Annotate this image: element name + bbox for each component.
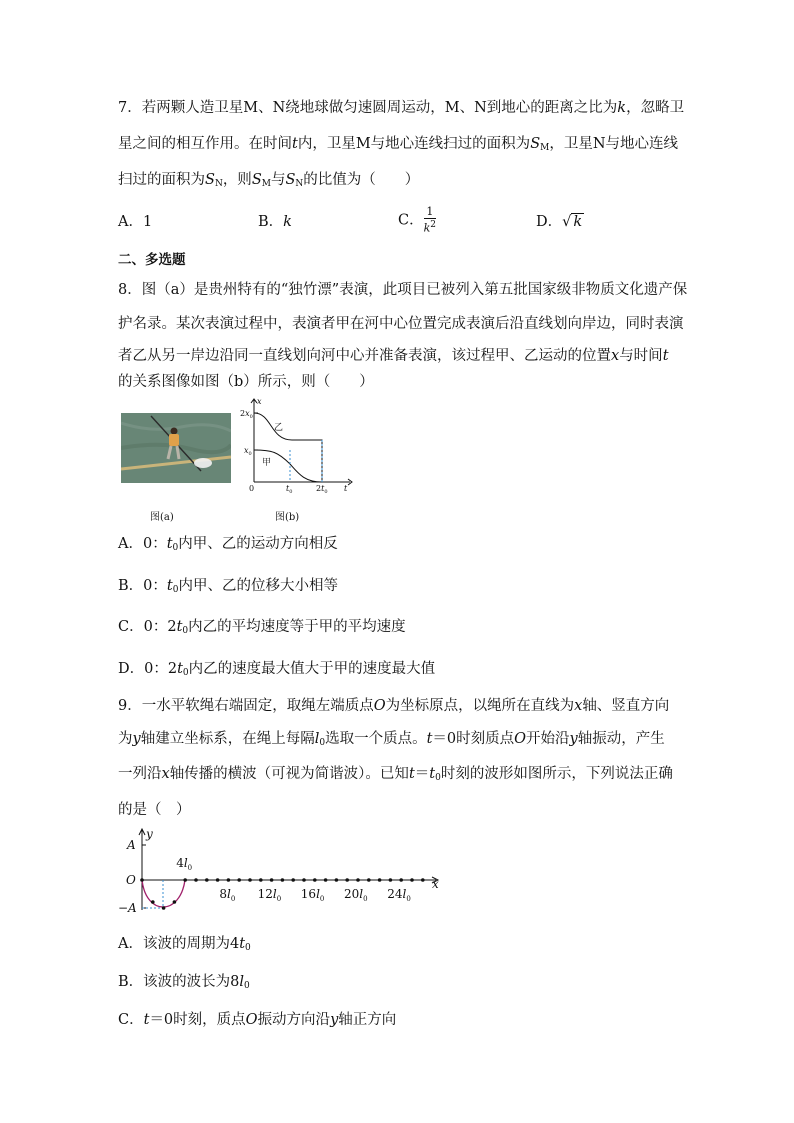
figure-a-photo [121,413,231,483]
q8-line-2: 护名录。某次表演过程中，表演者甲在河中心位置完成表演后沿直线划向岸边，同时表演 [118,316,684,332]
tick-label-4l0: $4l_0$ [176,856,193,872]
particle-dot [151,900,155,904]
tick-label-12l0: $12l_0$ [257,887,282,903]
q9-option-c[interactable]: C．t＝0时刻，质点O振动方向沿y轴正方向 [118,1012,397,1028]
particle-dot [291,878,295,882]
particle-dot [389,878,393,882]
particle-dot [140,878,144,882]
particle-dot [216,878,220,882]
particle-dot [237,878,241,882]
particle-dot [205,878,209,882]
tick-label-2x0: $2x_0$ [240,409,253,420]
particle-dots [140,878,424,910]
particle-dot [183,878,187,882]
q8-option-d[interactable]: D．0：$2t_0$内乙的速度最大值大于甲的速度最大值 [118,661,436,678]
origin-label: 0 [249,484,255,493]
x-axis-label: x [432,877,439,891]
tick-label-16l0: $16l_0$ [300,887,325,903]
q8-line-1: 8．图（a）是贵州特有的“独竹漂”表演，此项目已被列入第五批国家级非物质文化遗产保 [118,282,688,298]
figure-a-caption: 图(a) [150,512,174,523]
particle-dot [367,878,371,882]
particle-dot [335,878,339,882]
tick-label-2t0: $2t_0$ [316,484,328,494]
particle-dot [162,906,166,910]
particle-dot [410,878,414,882]
wave-graph [116,826,446,918]
amplitude-label-A: A [127,838,136,852]
q9-option-a[interactable]: A．该波的周期为$4t_0$ [118,936,251,953]
q9-line-3: 一列沿x轴传播的横波（可视为简谐波）。已知$t=t_0$时刻的波形如图所示，下列说法正确 [118,766,673,783]
q7-line-2: 星之间的相互作用。在时间t内，卫星M与地心连线扫过的面积为$S_M$，卫星N与地心连线 [118,136,679,153]
origin-label-O: O [126,873,136,887]
q7-option-b[interactable]: B．k [258,214,292,230]
section-heading: 二、多选题 [118,252,186,268]
sqrt-icon: √ [562,214,572,230]
figure-b-caption: 图(b) [275,512,300,523]
figure-b-graph [238,394,356,494]
fraction: $\frac{1}{k^2}$ [423,205,437,235]
q7-option-d[interactable]: D．√ k [536,214,583,230]
q8-option-b[interactable]: B．0：$t_0$内甲、乙的位移大小相等 [118,578,338,595]
curve-label-yi: 乙 [274,423,284,433]
q9-line-1: 9．一水平软绳右端固定，取绳左端质点O为坐标原点，以绳所在直线为x轴、竖直方向 [118,698,670,714]
q7-line-3: 扫过的面积为$S_N$，则$S_M$与$S_N$的比值为（ ） [118,172,420,189]
axis-label-x: x [257,397,262,406]
curve-yi [254,413,322,482]
q7-option-a[interactable]: A．1 [118,214,153,230]
q8-line-3: 者乙从另一岸边沿同一直线划向河中心并准备表演，该过程甲、乙运动的位置x与时间t [118,348,669,364]
tick-label-x0: $x_0$ [244,446,252,457]
q7-option-c[interactable]: C． $\frac{1}{k^2}$ [398,205,437,235]
particle-dot [302,878,306,882]
particle-dot [248,878,252,882]
particle-dot [281,878,285,882]
curve-label-jia: 甲 [262,458,272,468]
q9-option-b[interactable]: B．该波的波长为$8l_0$ [118,974,250,991]
particle-dot [173,900,177,904]
q7-line-1: 7．若两颗人造卫星M、N绕地球做匀速圆周运动，M、N到地心的距离之比为k，忽略卫 [118,100,685,116]
particle-dot [259,878,263,882]
particle-dot [356,878,360,882]
tick-label-t0: $t_0$ [286,484,293,494]
particle-dot [324,878,328,882]
particle-dot [421,878,425,882]
q8-option-a[interactable]: A．0：$t_0$内甲、乙的运动方向相反 [118,536,338,553]
tick-label-24l0: $24l_0$ [387,887,411,903]
q9-line-2: 为y轴建立坐标系，在绳上每隔$l_0$选取一个质点。t＝0时刻质点O开始沿y轴振动，产生 [118,731,665,748]
amplitude-label-negA: −A [118,901,137,915]
performer-illustration [121,413,231,483]
particle-dot [378,878,382,882]
particle-dot [313,878,317,882]
q8-line-4: 的关系图像如图（b）所示，则（ ） [118,374,374,390]
q9-line-4: 的是（ ） [118,802,191,818]
particle-dot [399,878,403,882]
particle-dot [270,878,274,882]
particle-dot [345,878,349,882]
axis-label-t: t [344,484,348,493]
particle-dot [227,878,231,882]
y-axis-label: y [146,827,153,841]
tick-label-20l0: $20l_0$ [344,887,368,903]
tick-label-8l0: $8l_0$ [219,887,236,903]
particle-dot [194,878,198,882]
q8-option-c[interactable]: C．0：$2t_0$内乙的平均速度等于甲的平均速度 [118,619,406,636]
